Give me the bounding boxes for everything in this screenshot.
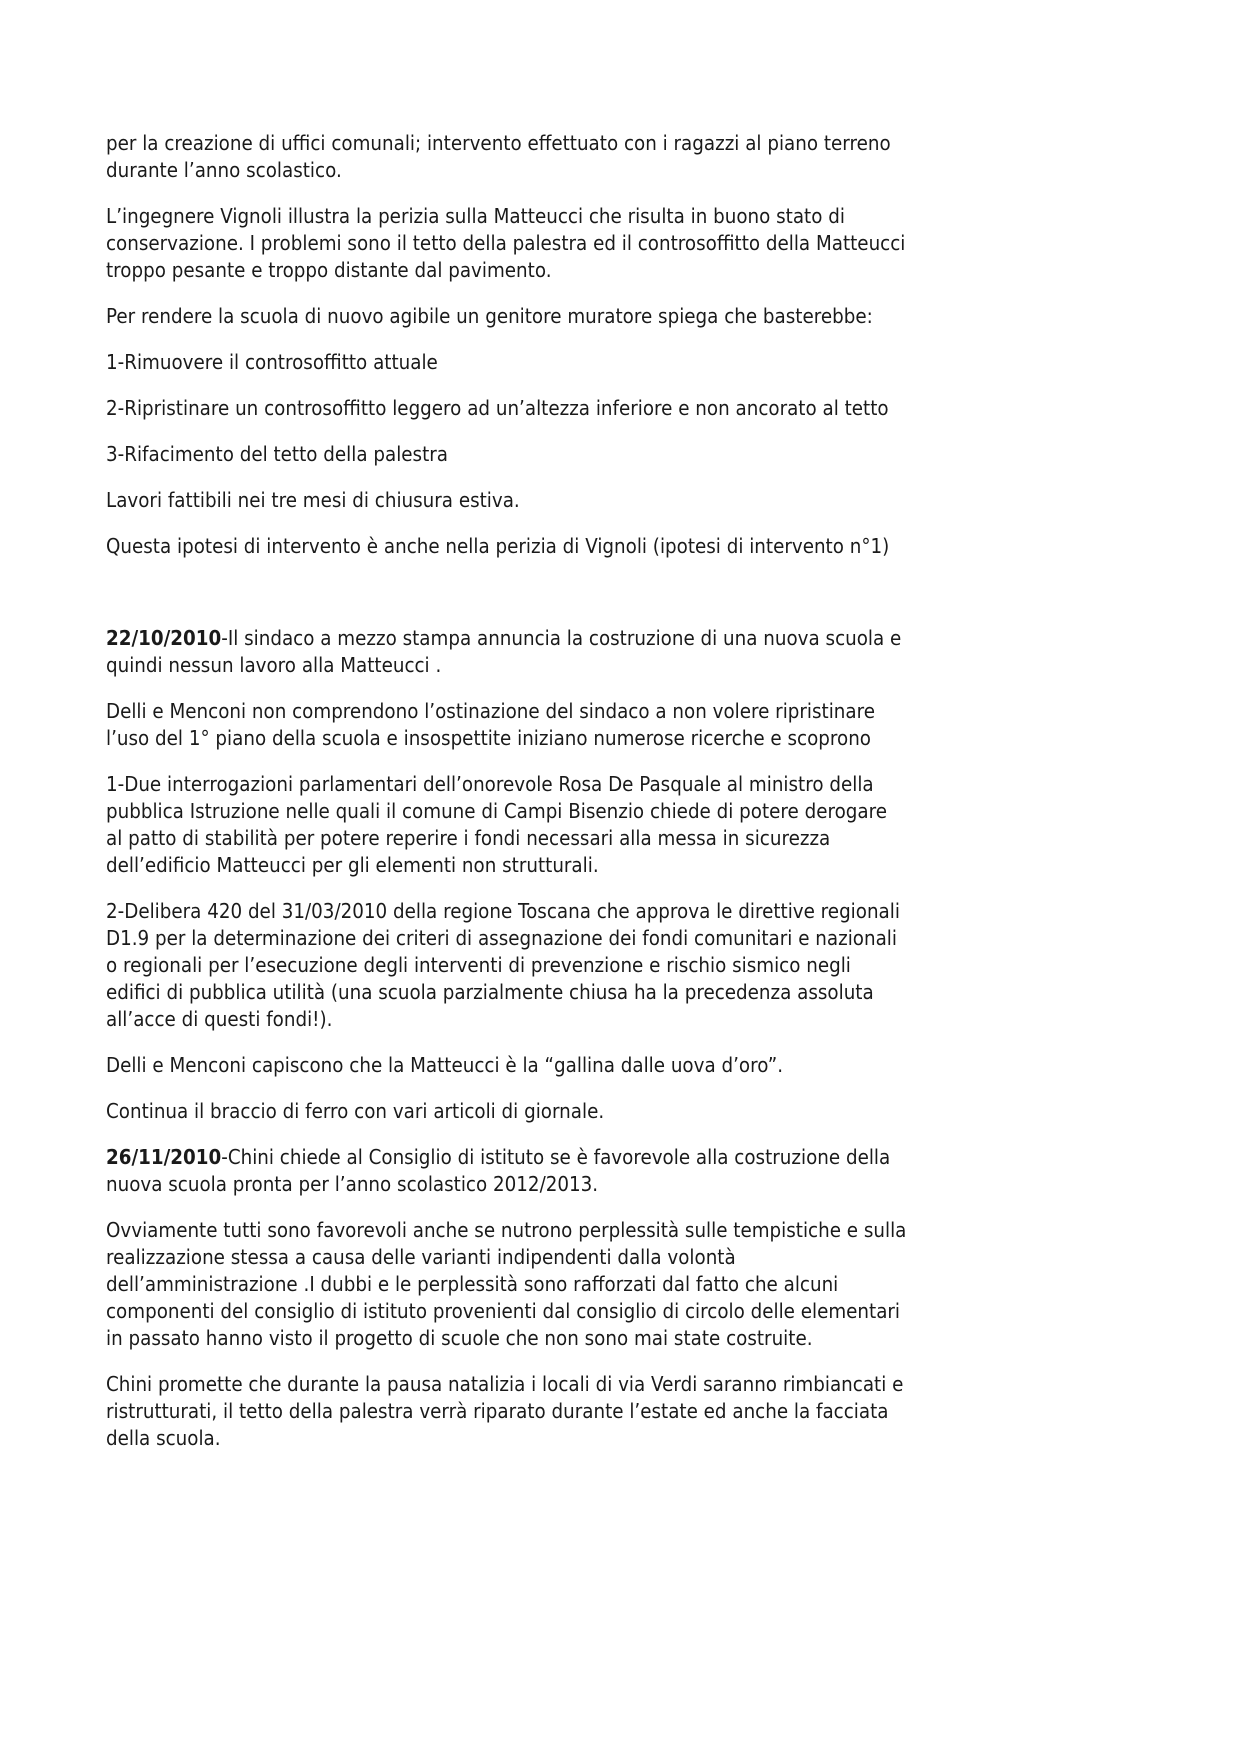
paragraph <box>106 625 1106 679</box>
text-line: Questa ipotesi di intervento è anche nella perizia di Vignoli (ipotesi di intervento n°1) <box>106 534 890 558</box>
text-line: Per rendere la scuola di nuovo agibile un genitore muratore spiega che basterebbe: <box>106 304 873 328</box>
paragraph <box>106 1371 1106 1452</box>
text: -Il sindaco a mezzo stampa annuncia la costruzione di una nuova scuola e <box>221 626 902 650</box>
text-line: Lavori fattibili nei tre mesi di chiusura estiva. <box>106 488 520 512</box>
text: -Chini chiede al Consiglio di istituto se è favorevole alla costruzione della <box>221 1145 891 1169</box>
text-line: Delli e Menconi capiscono che la Matteucci è la “gallina dalle uova d’oro”. <box>106 1053 784 1077</box>
text-line: quindi nessun lavoro alla Matteucci . <box>106 653 442 677</box>
text-line: Ovviamente tutti sono favorevoli anche se nutrono perplessità sulle tempistiche e sulla <box>106 1218 907 1242</box>
text-line: durante l’anno scolastico. <box>106 158 342 182</box>
text-line: per la creazione di uffici comunali; intervento effettuato con i ragazzi al piano terreno <box>106 131 891 155</box>
text-line: 3-Rifacimento del tetto della palestra <box>106 442 448 466</box>
text-line: Continua il braccio di ferro con vari articoli di giornale. <box>106 1099 605 1123</box>
paragraph <box>106 1052 1106 1079</box>
text-line: al patto di stabilità per potere reperire i fondi necessari alla messa in sicurezza <box>106 826 831 850</box>
text-line: troppo pesante e troppo distante dal pavimento. <box>106 258 552 282</box>
paragraph <box>106 303 1106 330</box>
paragraph <box>106 898 1106 1033</box>
text-line: dell’edificio Matteucci per gli elementi non strutturali. <box>106 853 599 877</box>
text-line: 2-Delibera 420 del 31/03/2010 della regione Toscana che approva le direttive regionali <box>106 899 900 923</box>
text-line: 1-Rimuovere il controsoffitto attuale <box>106 350 438 374</box>
text-line: D1.9 per la determinazione dei criteri di assegnazione dei fondi comunitari e nazionali <box>106 926 897 950</box>
text-line: Delli e Menconi non comprendono l’ostinazione del sindaco a non volere ripristinare <box>106 699 876 723</box>
text-line: edifici di pubblica utilità (una scuola parzialmente chiusa ha la precedenza assoluta <box>106 980 874 1004</box>
text-line: o regionali per l’esecuzione degli interventi di prevenzione e rischio sismico negli <box>106 953 851 977</box>
paragraph <box>106 395 1106 422</box>
date-heading: 22/10/2010 <box>106 626 222 650</box>
paragraph <box>106 349 1106 376</box>
paragraph <box>106 1098 1106 1125</box>
text-line: componenti del consiglio di istituto provenienti dal consiglio di circolo delle elementari <box>106 1299 901 1323</box>
text-line: ristrutturati, il tetto della palestra verrà riparato durante l’estate ed anche la facciata <box>106 1399 889 1423</box>
paragraph <box>106 771 1106 879</box>
text-line: all’acce di questi fondi!). <box>106 1007 333 1031</box>
text-line: 1-Due interrogazioni parlamentari dell’onorevole Rosa De Pasquale al ministro della <box>106 772 874 796</box>
document-page <box>106 130 1106 1471</box>
text-line: realizzazione stessa a causa delle varianti indipendenti dalla volontà <box>106 1245 736 1269</box>
paragraph <box>106 441 1106 468</box>
text-line <box>106 579 1021 606</box>
date-heading: 26/11/2010 <box>106 1145 222 1169</box>
text-line: pubblica Istruzione nelle quali il comune di Campi Bisenzio chiede di potere derogare <box>106 799 888 823</box>
paragraph <box>106 698 1106 752</box>
paragraph <box>106 1217 1106 1352</box>
paragraph <box>106 533 1106 560</box>
paragraph <box>106 487 1106 514</box>
text-line: l’uso del 1° piano della scuola e insospettite iniziano numerose ricerche e scoprono <box>106 726 872 750</box>
text-line: in passato hanno visto il progetto di scuole che non sono mai state costruite. <box>106 1326 813 1350</box>
text-line: nuova scuola pronta per l’anno scolastico 2012/2013. <box>106 1172 599 1196</box>
text-line: L’ingegnere Vignoli illustra la perizia sulla Matteucci che risulta in buono stato di <box>106 204 845 228</box>
text-line: 2-Ripristinare un controsoffitto leggero ad un’altezza inferiore e non ancorato al tetto <box>106 396 889 420</box>
text-line: Chini promette che durante la pausa natalizia i locali di via Verdi saranno rimbiancati e <box>106 1372 904 1396</box>
paragraph <box>106 1144 1106 1198</box>
text-line <box>106 1144 1021 1171</box>
text-line: dell’amministrazione .I dubbi e le perplessità sono rafforzati dal fatto che alcuni <box>106 1272 839 1296</box>
text-line: conservazione. I problemi sono il tetto della palestra ed il controsoffitto della Matteucci <box>106 231 906 255</box>
paragraph <box>106 579 1106 606</box>
paragraph <box>106 130 1106 184</box>
text-line <box>106 625 1021 652</box>
text-line: della scuola. <box>106 1426 221 1450</box>
paragraph <box>106 203 1106 284</box>
